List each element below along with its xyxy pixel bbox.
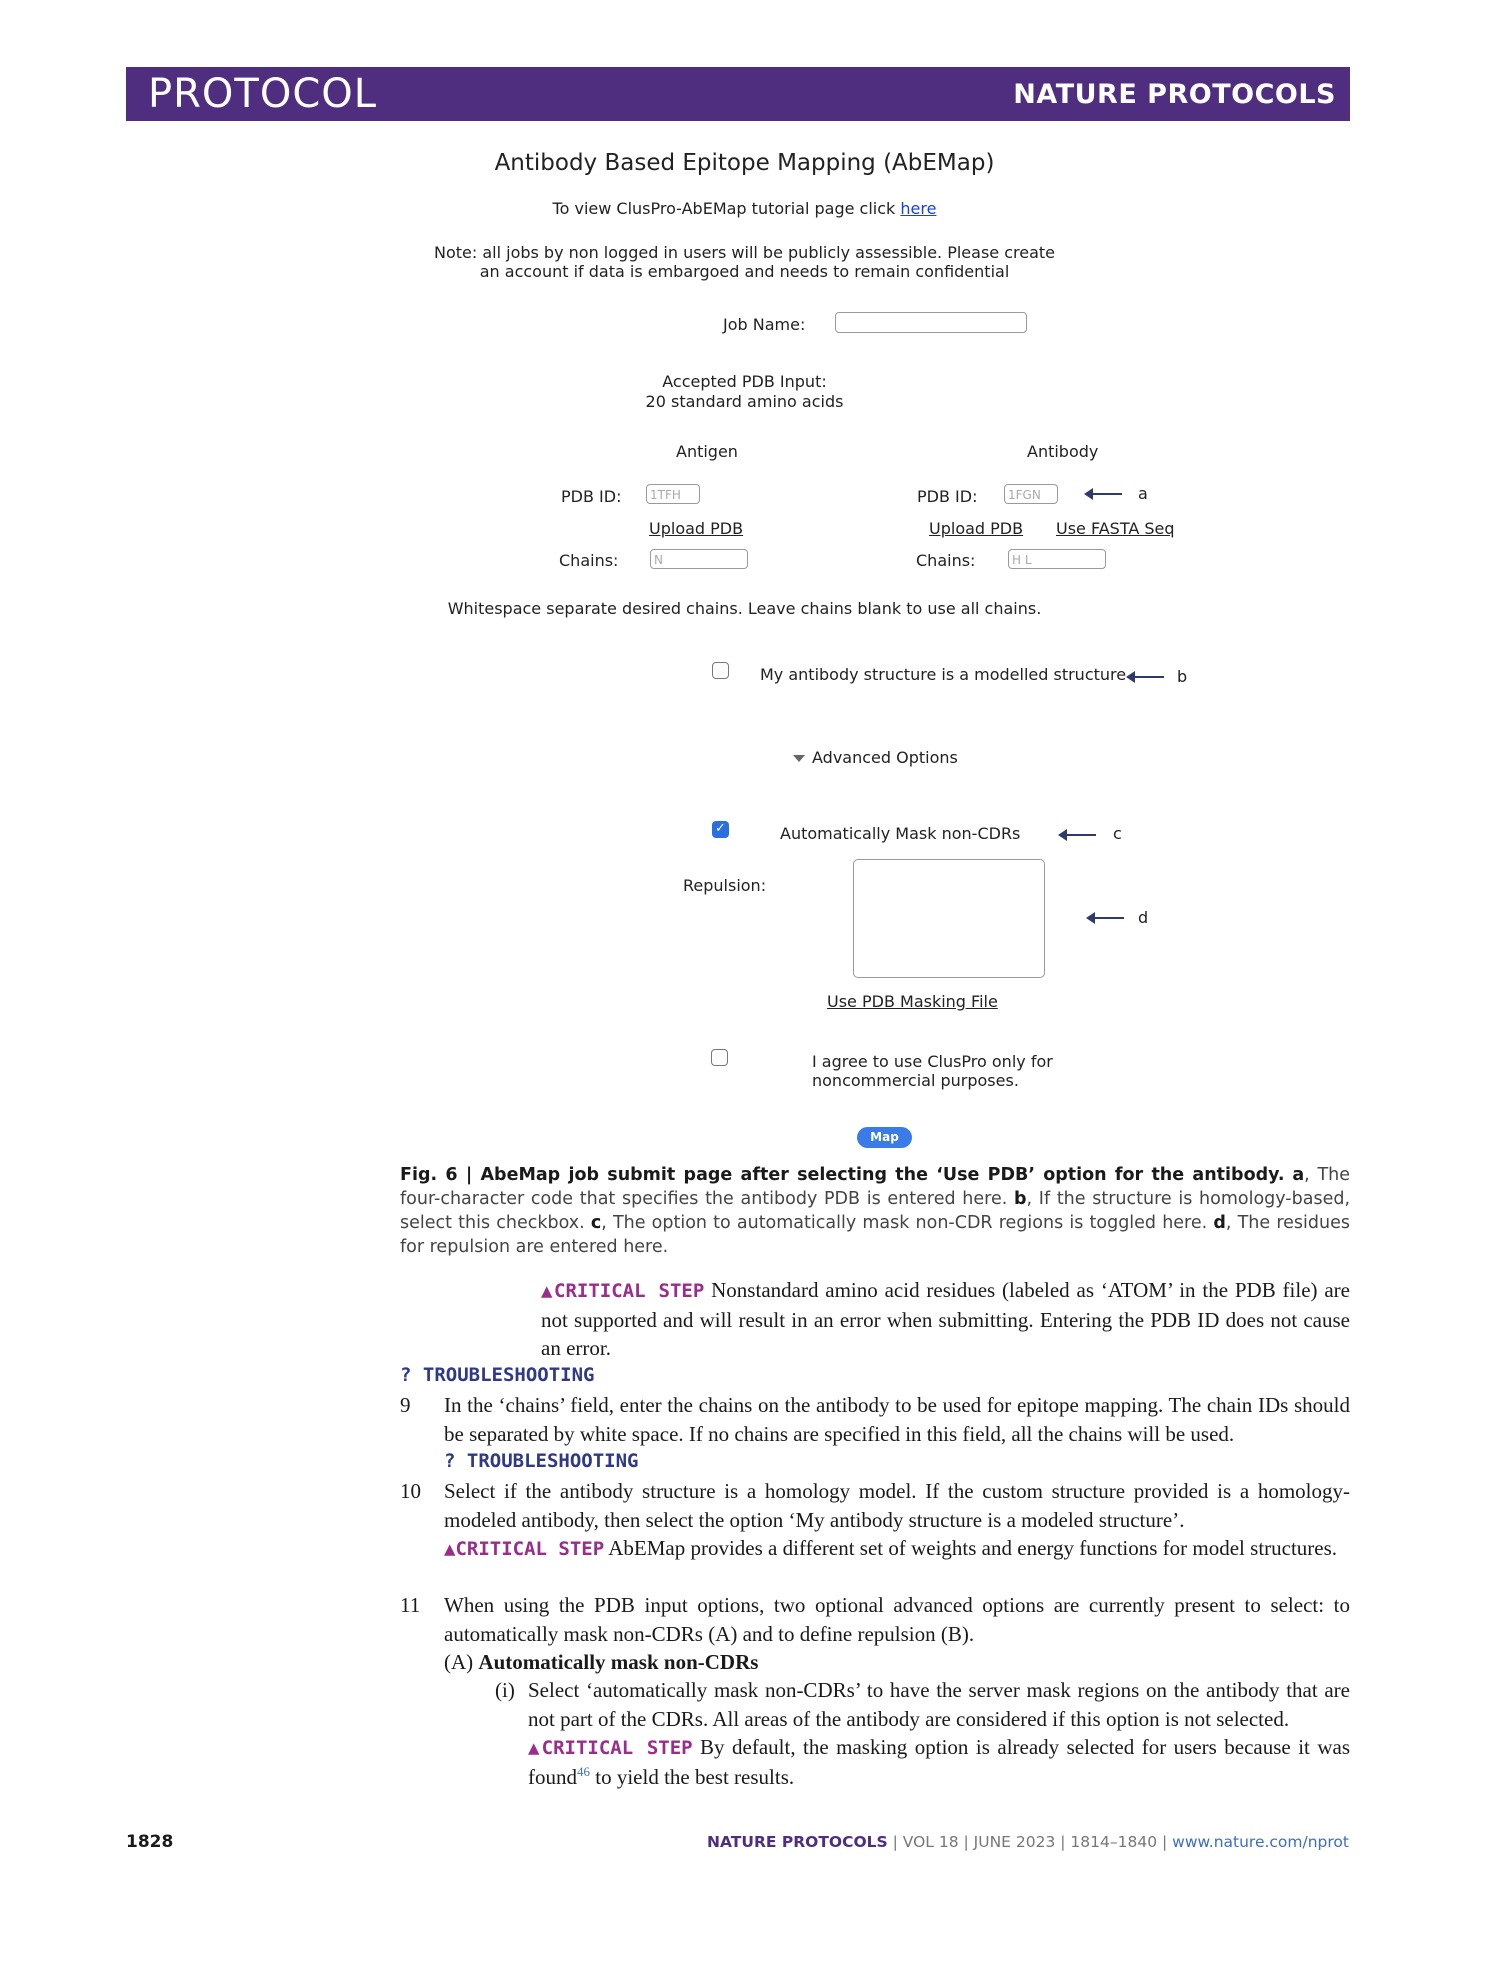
step-10-text: Select if the antibody structure is a homology model. If the custom structure provided is a homology-modeled antibody, then select the option ‘My antibody structure is a modeled structure’. ▲CRITICAL STEP AbEMap provides a different set of weights and energy functions for model structures. [444,1479,1350,1560]
antigen-heading: Antigen [676,442,738,461]
step-9-text: In the ‘chains’ field, enter the chains on the antibody to be used for epitope mapping. The chain IDs should be separated by white space. If no chains are specified in this field, all the chains will be used. [444,1393,1350,1446]
annotation-arrow-a [1086,493,1122,495]
annotation-d: d [1138,908,1149,927]
antibody-chains-input[interactable]: H L [1008,549,1106,569]
chevron-down-icon[interactable] [793,755,805,762]
map-button[interactable]: Map [857,1127,912,1148]
pdb-masking-file-link[interactable]: Use PDB Masking File [827,992,998,1011]
step-9-number: 9 [400,1393,411,1417]
critical-step-1: ▲CRITICAL STEP Nonstandard amino acid residues (labeled as ‘ATOM’ in the PDB file) are not supported and will result in an error when submitting. Entering the PDB ID does not cause an error. [541,1278,1350,1360]
agree-line-1: I agree to use ClusPro only for [812,1052,1053,1071]
antibody-pdb-input[interactable]: 1FGN [1004,484,1058,504]
troubleshooting-1: ? TROUBLESHOOTING [400,1364,595,1386]
repulsion-textarea[interactable] [853,859,1045,978]
antibody-upload-pdb-link[interactable]: Upload PDB [929,519,1024,538]
step-11-number: 11 [400,1593,421,1617]
accepted-input-line-2: 20 standard amino acids [645,392,844,411]
footer-citation: NATURE PROTOCOLS | VOL 18 | JUNE 2023 | 1814–1840 | www.nature.com/nprot [707,1833,1349,1851]
modelled-structure-checkbox[interactable] [712,662,729,679]
annotation-c: c [1113,824,1122,843]
journal-url-link[interactable]: www.nature.com/nprot [1172,1833,1349,1851]
citation-46[interactable]: 46 [577,1763,590,1779]
annotation-arrow-d [1088,917,1124,919]
page-number: 1828 [126,1832,174,1852]
antigen-upload-pdb-link[interactable]: Upload PDB [649,519,744,538]
whitespace-note: Whitespace separate desired chains. Leave chains blank to use all chains. [447,599,1042,618]
header-bar [126,67,1350,121]
form-title: Antibody Based Epitope Mapping (AbEMap) [494,150,995,176]
agree-checkbox[interactable] [711,1049,728,1066]
step-11-text: When using the PDB input options, two optional advanced options are currently present to select: to automatically mask non-CDRs (A) and to define repulsion (B). [444,1593,1350,1646]
annotation-arrow-c [1060,834,1096,836]
tutorial-link[interactable]: here [900,199,937,218]
job-name-label: Job Name: [723,315,806,334]
substep-i-label: (i) [495,1678,515,1702]
agree-line-2: noncommercial purposes. [812,1071,1019,1090]
advanced-options-toggle[interactable]: Advanced Options [812,748,958,767]
antigen-chains-label: Chains: [559,551,619,570]
journal-name: NATURE PROTOCOLS [1013,79,1336,110]
annotation-arrow-b [1128,676,1164,678]
note-line-1: Note: all jobs by non logged in users will be publicly assessible. Please create [433,243,1056,262]
figure-caption: Fig. 6 | AbeMap job submit page after selecting the ‘Use PDB’ option for the antibody. a, The four-character code that specifies the antibody PDB is entered here. b, If the structure is homology-based, select this checkbox. c, The option to automatically mask non-CDR regions is toggled here. d, The residues for repulsion are entered here. [400,1165,1351,1257]
antigen-chains-input[interactable]: N [650,549,748,569]
antibody-heading: Antibody [1027,442,1099,461]
annotation-b: b [1177,667,1188,686]
annotation-a: a [1138,484,1148,503]
antigen-pdb-input[interactable]: 1TFH [646,484,700,504]
step-10-number: 10 [400,1479,421,1503]
mask-non-cdrs-label: Automatically Mask non-CDRs [780,824,1021,843]
modelled-structure-label: My antibody structure is a modelled structure [760,665,1127,684]
mask-non-cdrs-checkbox[interactable]: ✓ [712,821,729,838]
antibody-fasta-link[interactable]: Use FASTA Seq [1056,519,1175,538]
troubleshooting-2: ? TROUBLESHOOTING [444,1450,639,1472]
job-name-input[interactable] [835,312,1027,333]
substep-i-text: Select ‘automatically mask non-CDRs’ to have the server mask regions on the antibody that are not part of the CDRs. All areas of the antibody are considered if this option is not selected. ▲CRITICAL STEP By default, the masking option is already selected for users because it was found$^{46}$ to yield the best results. [528,1678,1350,1789]
accepted-input-line-1: Accepted PDB Input: [662,372,827,391]
antibody-chains-label: Chains: [916,551,976,570]
tutorial-line: To view ClusPro-AbEMap tutorial page click here [552,199,937,218]
substep-a-heading: (A) Automatically mask non-CDRs [444,1650,759,1674]
antibody-pdb-label: PDB ID: [917,487,978,506]
repulsion-label: Repulsion: [683,876,767,895]
antigen-pdb-label: PDB ID: [561,487,622,506]
section-label: PROTOCOL [148,71,378,117]
note-line-2: an account if data is embargoed and needs to remain confidential [479,262,1010,281]
